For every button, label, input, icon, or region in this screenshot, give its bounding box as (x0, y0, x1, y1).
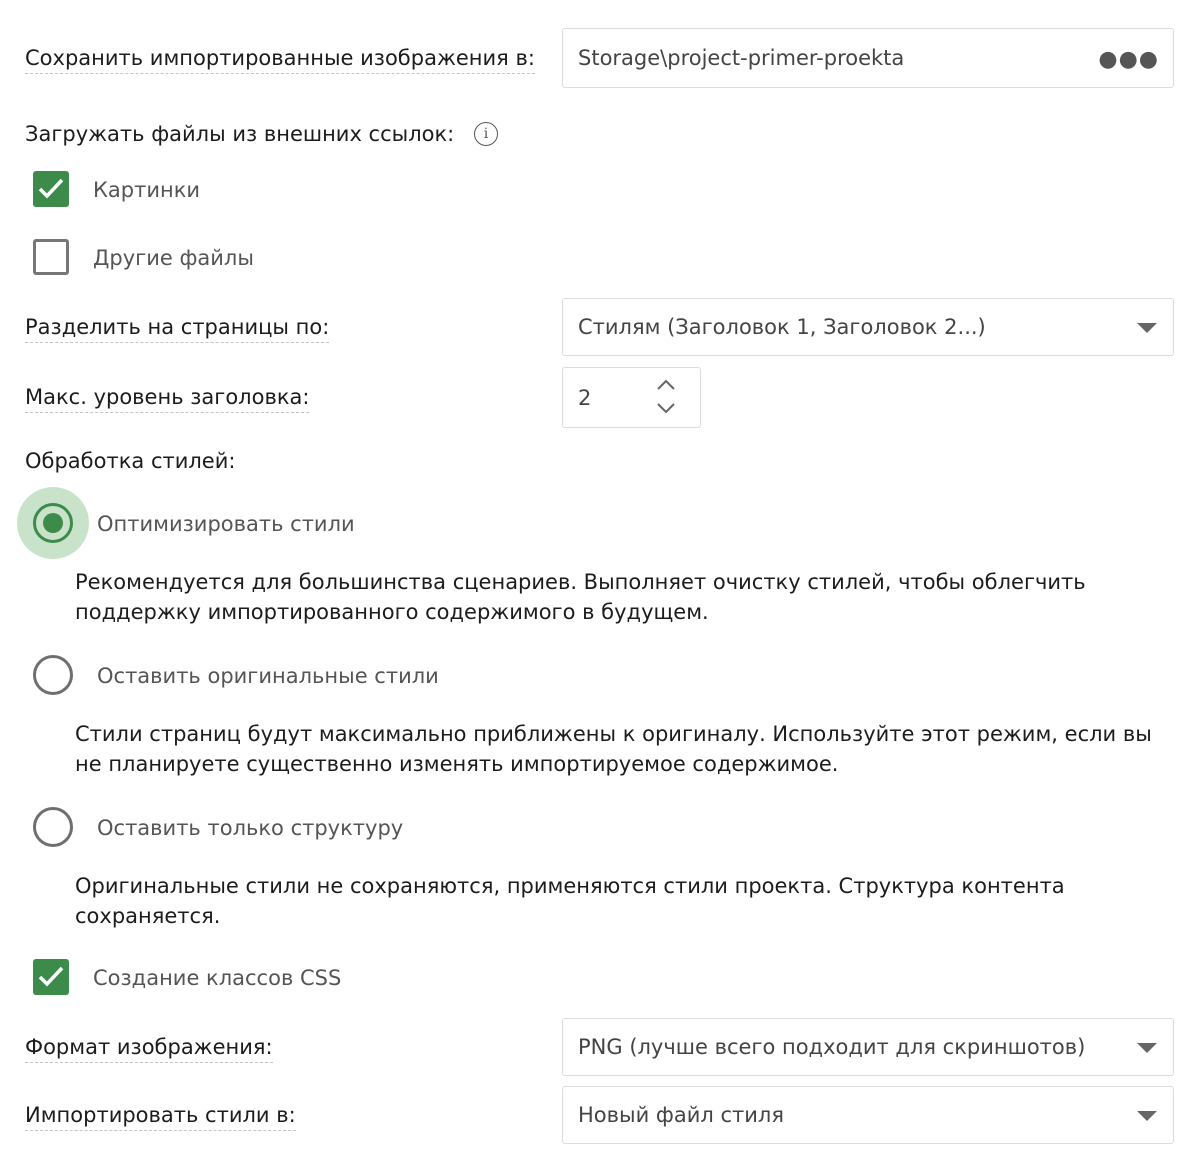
css-classes-checkbox[interactable] (33, 959, 69, 995)
save-images-label: Сохранить импортированные изображения в: (25, 44, 535, 74)
image-format-value: PNG (лучше всего подходит для скриншотов) (578, 1035, 1086, 1059)
import-styles-value: Новый файл стиля (578, 1103, 784, 1127)
info-icon[interactable]: i (474, 122, 498, 146)
style-processing-label: Обработка стилей: (25, 449, 236, 473)
max-heading-level-stepper[interactable] (562, 367, 701, 428)
css-classes-label: Создание классов CSS (93, 966, 342, 990)
checkmark-icon (37, 964, 65, 990)
chevron-up-icon[interactable] (655, 378, 677, 392)
save-images-path-field[interactable] (562, 28, 1174, 88)
structure-only-description: Оригинальные стили не сохраняются, применяются стили проекта. Структура контента сохраняется. (75, 874, 1065, 928)
max-heading-level-value: 2 (578, 385, 592, 410)
optimize-styles-radio[interactable] (33, 503, 73, 543)
split-pages-value: Стилям (Заголовок 1, Заголовок 2...) (578, 315, 986, 339)
import-styles-label: Импортировать стили в: (25, 1101, 296, 1131)
structure-only-radio[interactable] (33, 807, 73, 847)
external-files-label: Загружать файлы из внешних ссылок: (25, 122, 455, 146)
optimize-styles-description: Рекомендуется для большинства сценариев. Выполняет очистку стилей, чтобы облегчить поддержку импортированного содержимого в будущем. (75, 570, 1086, 624)
optimize-styles-label: Оптимизировать стили (97, 512, 355, 536)
ellipsis-icon[interactable]: ●●● (1098, 47, 1159, 72)
keep-original-styles-description: Стили страниц будут максимально приближены к оригиналу. Используйте этот режим, если вы не планируете существенно изменять импортируемое содержимое. (75, 722, 1152, 776)
chevron-down-icon[interactable] (655, 401, 677, 415)
max-heading-level-label: Макс. уровень заголовка: (25, 383, 309, 413)
other-files-checkbox-label: Другие файлы (93, 246, 254, 270)
chevron-down-icon (1137, 323, 1157, 333)
other-files-checkbox[interactable] (33, 239, 69, 275)
split-pages-dropdown[interactable] (562, 298, 1174, 356)
chevron-down-icon (1137, 1043, 1157, 1053)
structure-only-label: Оставить только структуру (97, 816, 404, 840)
save-images-path-value: Storage\project-primer-proekta (578, 46, 905, 70)
split-pages-label: Разделить на страницы по: (25, 313, 329, 343)
import-styles-dropdown[interactable] (562, 1086, 1174, 1144)
images-checkbox-label: Картинки (93, 178, 201, 202)
image-format-dropdown[interactable] (562, 1018, 1174, 1076)
chevron-down-icon (1137, 1111, 1157, 1121)
image-format-label: Формат изображения: (25, 1033, 273, 1063)
keep-original-styles-radio[interactable] (33, 655, 73, 695)
checkmark-icon (37, 176, 65, 202)
keep-original-styles-label: Оставить оригинальные стили (97, 664, 439, 688)
images-checkbox[interactable] (33, 171, 69, 207)
